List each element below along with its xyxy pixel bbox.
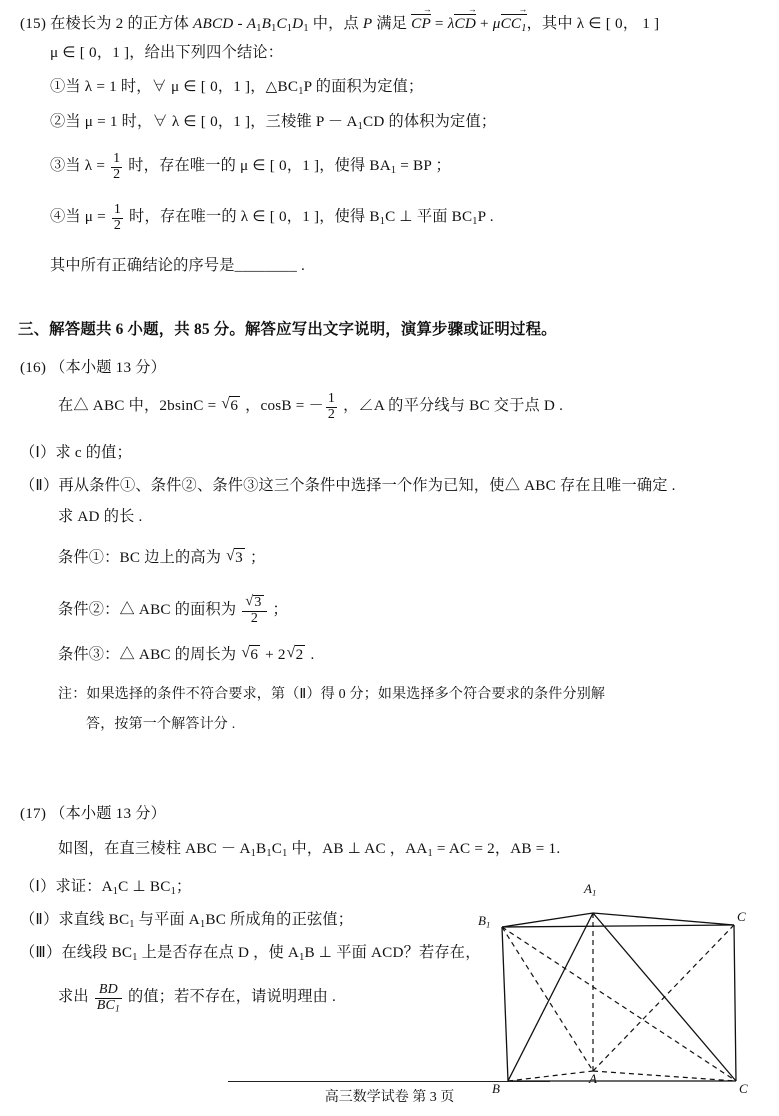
frac-num: 1 [113, 202, 122, 217]
frac-den: 2 [113, 217, 122, 233]
q16-stem-b: ，cosB = － [241, 396, 324, 414]
q17-part-1-sub: 1 [112, 885, 119, 897]
q15-conclusion-1-sub: 1 [298, 85, 304, 97]
figure-label-a1-sub: 1 [591, 887, 597, 898]
sqrt-radicand: 3 [254, 595, 262, 610]
q16-condition-3-mid: + 2 [261, 646, 286, 663]
q17-stem-e: = AC = 2，AB = 1. [432, 840, 561, 857]
q17-score: （本小题 13 分） [50, 805, 167, 822]
q17-part-3-tail: 上是否存在点 D ，使 A [137, 944, 300, 961]
figure-label-a1 [584, 881, 596, 897]
q17-stem [58, 840, 560, 860]
sqrt-3-a [226, 548, 245, 567]
q15-conclusion-4-pre: ④当 μ = [50, 207, 110, 225]
edge-a1-b [508, 913, 593, 1081]
q16-condition-3-pre: 条件③：△ ABC 的周长为 [58, 646, 241, 663]
edge-b1-c1 [502, 925, 734, 927]
q16-condition-1-tail: ； [245, 549, 266, 566]
figure-label-b1-sub: 1 [485, 919, 491, 930]
q16-number: (16) [20, 359, 47, 376]
q16-condition-2 [58, 595, 288, 626]
q17-part-2-tail: 与平面 A [134, 911, 200, 928]
sqrt-2-a [287, 645, 306, 664]
q15-cube-abcd: ABCD [193, 15, 234, 32]
frac-den: 2 [242, 611, 266, 627]
q15-sub-b1: 1 [271, 22, 277, 34]
vector-cc1-text: CC [500, 15, 522, 32]
frac-den-text: BC [96, 997, 116, 1013]
q15-vertex-b1: B [261, 15, 272, 32]
fraction-one-half-a [111, 152, 122, 182]
q15-conclusion-1-text: ①当 λ = 1 时，∀ μ ∈ [ 0，1 ]，△BC [50, 78, 299, 95]
q17-part-2-end: BC 所成角的正弦值； [205, 911, 354, 928]
vector-cp: CP → [411, 14, 431, 32]
sqrt-6-a [221, 396, 240, 415]
q17-part-3 [20, 944, 481, 964]
edge-b1-c-diag [502, 927, 736, 1081]
q17-stem-sub-3: 1 [282, 847, 288, 859]
q16-part-2-line-2: 求 AD 的长 . [58, 508, 143, 525]
q16-stem [58, 392, 563, 422]
q17-stem-sub-2: 1 [266, 847, 272, 859]
q16-condition-2-tail: ； [268, 600, 288, 618]
q17-part-2-sub: 1 [129, 918, 135, 930]
q17-stem-d: 中，AB ⊥ AC ，AA [287, 840, 428, 857]
q15-vertex-c1: C [276, 15, 287, 32]
frac-num: 1 [113, 151, 121, 166]
frac-den [95, 998, 122, 1015]
q15-text-3: 满足 [372, 15, 412, 32]
q17-part-1-text: （Ⅰ）求证：A [20, 878, 113, 895]
q17-part-2 [20, 911, 353, 931]
figure-label-a1-text: A [584, 881, 592, 896]
figure-label-b1 [478, 913, 490, 929]
q17-stem-c: C [271, 840, 283, 857]
q15-text-1: 在棱长为 2 的正方体 [50, 15, 193, 32]
q15-text-2: 中，点 [308, 15, 363, 32]
prism-svg [485, 895, 760, 1105]
q15-sub-c1: 1 [286, 22, 293, 34]
section-3-heading: 三、解答题共 6 小题，共 85 分。解答应写出文字说明，演算步骤或证明过程。 [18, 321, 557, 338]
q17-part-1-end: ； [175, 878, 192, 895]
fraction-one-half-b [112, 203, 123, 233]
edge-c1-a [593, 925, 734, 1071]
q17-header [20, 805, 166, 823]
sqrt-radicand: 2 [295, 646, 304, 663]
q17-stem-b: B [256, 840, 267, 857]
vector-cc1 [501, 14, 527, 35]
q16-condition-3-tail: . [306, 646, 315, 663]
q17-part-4-pre: 求出 [58, 987, 93, 1005]
q15-lambda: λ [447, 15, 455, 32]
q16-condition-1-pre: 条件①：BC 边上的高为 [58, 549, 226, 566]
q15-conclusion-4-sub2: 1 [472, 215, 478, 227]
q17-stem-sub-4: 1 [427, 847, 433, 859]
q15-conclusion-4 [50, 203, 494, 233]
prism-figure [478, 881, 760, 1105]
figure-label-c1 [737, 909, 746, 925]
q16-part-1: （Ⅰ）求 c 的值； [20, 444, 132, 461]
frac-den: 2 [327, 406, 336, 422]
q15-conclusion-3-sub: 1 [390, 164, 397, 176]
sqrt-radicand: 6 [250, 646, 259, 663]
q15-conclusion-3 [50, 152, 451, 182]
q17-part-3-end: B ⊥ 平面 ACD？若存在， [304, 944, 481, 961]
vector-cd: CD → [454, 14, 476, 32]
q17-stem-a: 如图，在直三棱柱 ABC － A [58, 840, 251, 857]
edge-a1-c1 [593, 913, 734, 925]
q15-equals: = [430, 15, 448, 32]
q17-part-1-tail: C ⊥ BC [118, 878, 171, 895]
frac-num: 1 [327, 391, 336, 406]
q16-condition-3 [58, 645, 314, 664]
page-footer: 高三数学试卷 第 3 页 [324, 1090, 455, 1105]
q17-part-3-text: （Ⅲ）在线段 BC [20, 944, 133, 961]
figure-label-c1-text: C [737, 909, 746, 924]
sqrt-radicand: 3 [235, 549, 243, 566]
q17-stem-sub-1: 1 [250, 847, 257, 859]
q17-part-1 [20, 878, 191, 898]
figure-label-a: A [589, 1071, 597, 1086]
q15-conclusion-2-sub: 1 [357, 120, 364, 132]
q16-part-2-line-1: （Ⅱ）再从条件①、条件②、条件③这三个条件中选择一个作为已知，使△ ABC 存在且唯一确定 . [20, 477, 676, 494]
q15-dash: - [233, 15, 247, 32]
q16-note-line-2: 答，按第一个解答计分 . [86, 717, 236, 732]
q15-number: (15) [20, 15, 47, 32]
q16-stem-a: 在△ ABC 中，2bsinC = [58, 396, 221, 414]
q16-condition-1 [58, 548, 265, 567]
q17-part-2-text: （Ⅱ）求直线 BC [20, 911, 130, 928]
q17-part-3-continued [58, 983, 336, 1014]
frac-den: 2 [113, 166, 121, 182]
sqrt-radicand: 6 [230, 396, 239, 414]
q15-plus: + [475, 15, 493, 32]
q15-conclusion-4-end: P . [477, 207, 494, 225]
frac-num [242, 595, 266, 611]
edge-c1-c [734, 925, 736, 1081]
q15-conclusion-4-tail: C ⊥ 平面 BC [385, 207, 473, 225]
fraction-bd-over-bc1 [95, 983, 122, 1014]
q15-conclusion-2-text: ②当 μ = 1 时，∀ λ ∈ [ 0，1 ]，三棱锥 P － A [50, 113, 358, 130]
q15-conclusion-1 [50, 78, 423, 98]
q17-part-3-sub: 1 [132, 951, 138, 963]
q15-conclusion-4-mid: 时，存在唯一的 λ ∈ [ 0，1 ]，使得 B [125, 207, 380, 225]
figure-label-b: B [492, 1081, 500, 1096]
q15-vertex-a1: A [246, 15, 257, 32]
edge-b1-a1 [502, 913, 593, 927]
q15-conclusion-3-mid: 时，存在唯一的 μ ∈ [ 0，1 ]，使得 BA [124, 156, 391, 174]
q15-answer-prompt: 其中所有正确结论的序号是________ . [50, 257, 305, 274]
fraction-sqrt3-over-2 [242, 595, 266, 626]
edge-b1-a [502, 927, 593, 1071]
q17-part-4-tail: 的值；若不存在，请说明理由 . [123, 987, 337, 1005]
q17-part-1-sub2: 1 [170, 885, 176, 897]
q15-conclusion-3-pre: ③当 λ = [50, 156, 110, 174]
frac-den-sub: 1 [115, 1004, 120, 1015]
q17-number: (17) [20, 805, 47, 822]
frac-num: BD [98, 982, 118, 997]
edge-b-a [508, 1071, 593, 1081]
q16-score: （本小题 13 分） [50, 359, 167, 376]
sqrt-6-b [241, 645, 260, 664]
q15-conclusion-3-tail: = BP ； [396, 156, 451, 174]
q15-line-2: μ ∈ [ 0，1 ]，给出下列四个结论： [50, 44, 284, 61]
q15-vertex-d1: D [292, 15, 304, 32]
footer-divider [228, 1081, 550, 1082]
q17-part-3-sub2: 1 [299, 951, 305, 963]
figure-label-c: C [739, 1081, 748, 1096]
q15-lambda-range: ，其中 λ ∈ [ 0， 1 ] [526, 15, 660, 32]
edge-b1-b [502, 927, 508, 1081]
q15-sub-a1: 1 [256, 22, 262, 34]
sqrt-3-b [245, 595, 263, 611]
fraction-one-half-c [326, 392, 337, 422]
q15-conclusion-2 [50, 113, 496, 133]
q15-line-1 [20, 14, 659, 35]
q16-stem-c: ，∠A 的平分线与 BC 交于点 D . [339, 396, 564, 414]
vector-cc1-sub: 1 [521, 22, 527, 34]
q17-part-2-sub2: 1 [199, 918, 206, 930]
q15-point-p: P [362, 15, 373, 32]
q16-note-line-1: 注：如果选择的条件不符合要求，第（Ⅱ）得 0 分；如果选择多个符合要求的条件分别解 [58, 687, 606, 702]
q15-mu: μ [492, 15, 501, 32]
edge-a-c [593, 1071, 736, 1081]
figure-label-b1-text: B [478, 913, 486, 928]
q15-sub-d1: 1 [303, 22, 309, 34]
q16-condition-2-pre: 条件②：△ ABC 的面积为 [58, 600, 241, 618]
q15-conclusion-4-sub: 1 [379, 215, 386, 227]
q16-header [20, 359, 166, 377]
q15-conclusion-1-tail: P 的面积为定值； [303, 78, 424, 95]
q15-conclusion-2-tail: CD 的体积为定值； [363, 113, 497, 130]
